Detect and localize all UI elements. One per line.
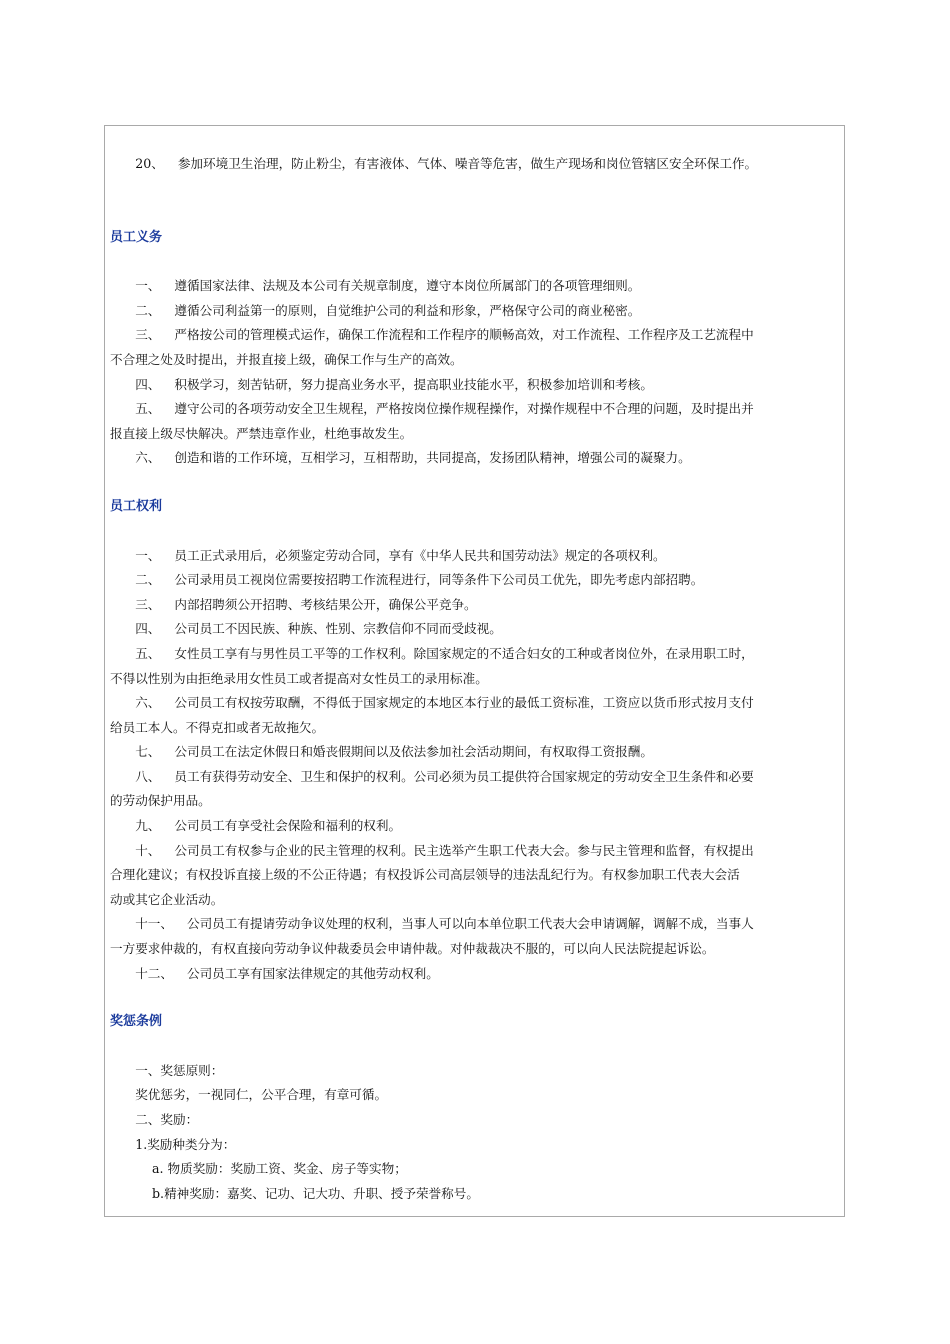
list-item-continuation: 报直接上级尽快解决。严禁违章作业，杜绝事故发生。: [110, 425, 413, 441]
reward-title: 二、奖励：: [135, 1112, 199, 1127]
document-body: [110, 152, 838, 1206]
list-item: 九、 公司员工有享受社会保险和福利的权利。: [135, 818, 402, 834]
section-heading-rights: 员工权利: [110, 498, 163, 514]
list-item: 五、 遵守公司的各项劳动安全卫生规程，严格按岗位操作规程操作，对操作规程中不合理的问题，及时提出并: [135, 401, 754, 417]
list-item: 三、 严格按公司的管理模式运作，确保工作流程和工作程序的顺畅高效，对工作流程、工作程序及工艺流程中: [135, 327, 754, 343]
list-item: 三、 内部招聘须公开招聘、考核结果公开，确保公平竞争。: [135, 596, 477, 612]
item-number: 20、: [135, 156, 164, 171]
list-item-continuation: 给员工本人。不得克扣或者无故拖欠。: [110, 719, 325, 735]
list-item: 十二、 公司员工享有国家法律规定的其他劳动权利。: [135, 965, 439, 981]
reward-type-spiritual: b.精神奖励：嘉奖、记功、记大功、升职、授予荣誉称号。: [152, 1185, 479, 1201]
reward-type-material: a. 物质奖励：奖励工资、奖金、房子等实物；: [152, 1161, 407, 1177]
list-item: 四、 积极学习，刻苦钻研，努力提高业务水平，提高职业技能水平，积极参加培训和考核。: [135, 376, 653, 392]
list-item: 六、 公司员工有权按劳取酬，不得低于国家规定的本地区本行业的最低工资标准，工资应以货币形式按月支付: [135, 695, 754, 711]
list-item: 二、 遵循公司利益第一的原则，自觉维护公司的利益和形象，严格保守公司的商业秘密。: [135, 302, 641, 318]
list-item: 六、 创造和谐的工作环境，互相学习，互相帮助，共同提高，发扬团队精神，增强公司的凝聚力。: [135, 450, 691, 466]
list-item: 十一、 公司员工有提请劳动争议处理的权利，当事人可以向本单位职工代表大会申请调解，调解不成，当事人: [135, 916, 754, 932]
list-item-continuation: 一方要求仲裁的，有权直接向劳动争议仲裁委员会申请仲裁。对仲裁裁决不服的，可以向人民法院提起诉讼。: [110, 941, 715, 957]
list-item-continuation: 的劳动保护用品。: [110, 793, 211, 809]
principle-text: 奖优惩劣，一视同仁，公平合理，有章可循。: [135, 1087, 388, 1103]
item-text: 参加环境卫生治理，防止粉尘，有害液体、气体、噪音等危害，做生产现场和岗位管辖区安全环保工作。: [177, 156, 758, 171]
list-item: 一、 员工正式录用后，必须鉴定劳动合同，享有《中华人民共和国劳动法》规定的各项权利。: [135, 547, 666, 563]
list-item: 八、 员工有获得劳动安全、卫生和保护的权利。公司必须为员工提供符合国家规定的劳动安全卫生条件和必要: [135, 768, 754, 784]
list-item: 四、 公司员工不因民族、种族、性别、宗教信仰不同而受歧视。: [135, 621, 502, 637]
list-item: 一、 遵循国家法律、法规及本公司有关规章制度，遵守本岗位所属部门的各项管理细则。: [135, 278, 641, 294]
list-item: 七、 公司员工在法定休假日和婚丧假期间以及依法参加社会活动期间，有权取得工资报酬。: [135, 744, 653, 760]
principle-title: 一、奖惩原则：: [135, 1062, 224, 1078]
list-item: 五、 女性员工享有与男性员工平等的工作权利。除国家规定的不适合妇女的工种或者岗位外，在录用职工时，: [135, 645, 754, 661]
list-item: 十、 公司员工有权参与企业的民主管理的权利。民主选举产生职工代表大会。参与民主管理和监督，有权提出: [135, 842, 754, 858]
reward-types-title: 1.奖励种类分为：: [135, 1136, 236, 1152]
list-item-continuation: 动或其它企业活动。: [110, 891, 224, 907]
list-item-continuation: 不得以性别为由拒绝录用女性员工或者提高对女性员工的录用标准。: [110, 670, 488, 686]
section-heading-duties: 员工义务: [110, 229, 163, 245]
list-item: 二、 公司录用员工视岗位需要按招聘工作流程进行，同等条件下公司员工优先，即先考虑内部招聘。: [135, 572, 704, 588]
top-item-20: [110, 152, 838, 177]
list-item-continuation: 不合理之处及时提出，并报直接上级，确保工作与生产的高效。: [110, 351, 463, 367]
list-item-continuation: 合理化建议；有权投诉直接上级的不公正待遇；有权投诉公司高层领导的违法乱纪行为。有权参加职工代表大会活: [110, 867, 740, 883]
section-heading-rewards: 奖惩条例: [110, 1014, 163, 1030]
